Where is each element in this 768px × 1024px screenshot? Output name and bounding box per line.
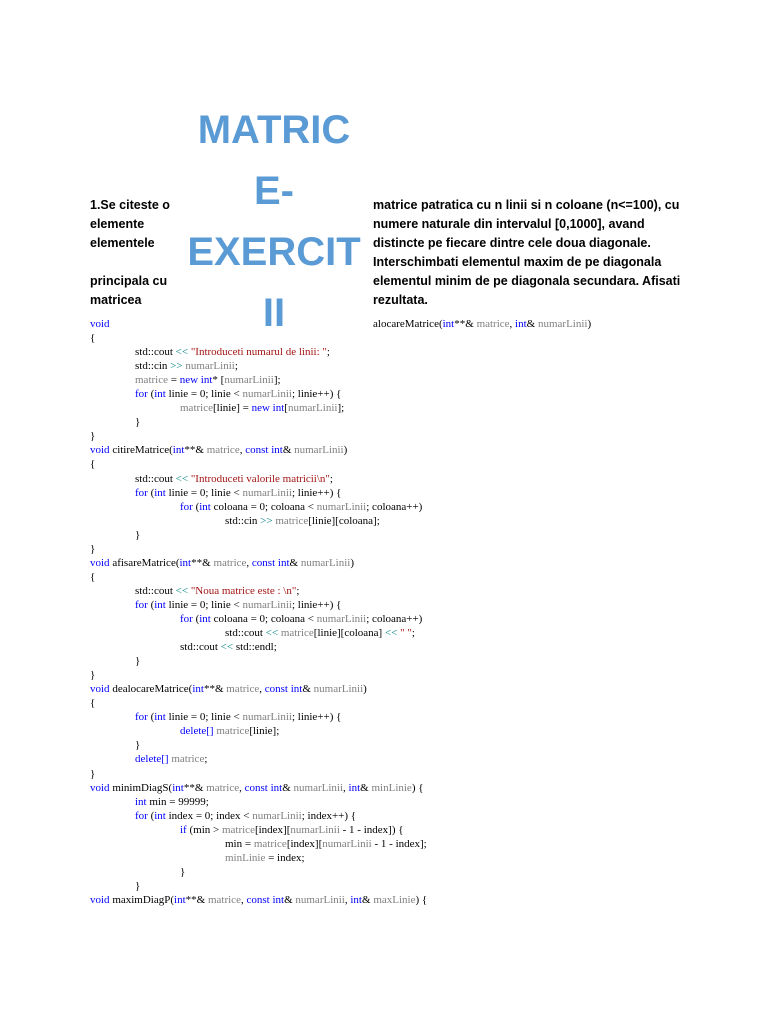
code-token: matrice	[207, 893, 241, 906]
code-line	[90, 612, 730, 626]
code-token: std::cout	[180, 641, 221, 654]
code-token: **&	[184, 444, 207, 457]
code-token: int	[348, 781, 361, 794]
code-token: * [	[212, 374, 225, 387]
code-token: int	[172, 781, 184, 794]
code-token: for	[180, 612, 193, 625]
code-token: numarLinii	[295, 893, 345, 906]
code-token: ;	[411, 627, 415, 640]
code-token: ; index++) {	[301, 809, 357, 822]
code-token: ,	[509, 318, 516, 330]
code-token: matrice	[275, 514, 309, 527]
code-token: ; linie++) {	[291, 486, 342, 499]
code-token: matrice	[135, 374, 168, 387]
code-token: int	[515, 318, 527, 330]
code-token: numarLinii	[322, 837, 372, 850]
code-line: }	[90, 767, 96, 780]
code-token: int	[199, 500, 211, 513]
code-token: **&	[191, 556, 214, 569]
code-token: ;	[204, 753, 208, 766]
code-token: int	[154, 598, 166, 611]
code-token: numarLinii	[316, 612, 367, 625]
code-line	[90, 626, 730, 640]
code-token: minLinie	[371, 781, 412, 794]
code-token: int	[442, 318, 455, 330]
code-line	[90, 682, 730, 696]
code-line	[90, 472, 730, 486]
code-token: = index;	[265, 851, 305, 864]
code-token: numarLinii	[293, 781, 344, 794]
code-token: ,	[239, 781, 245, 794]
code-token: void	[90, 556, 110, 569]
code-line: }	[90, 430, 96, 443]
code-token: for	[135, 809, 148, 822]
code-token: std::cout	[135, 472, 176, 485]
code-token: const	[245, 444, 269, 457]
code-line	[90, 401, 730, 415]
code-token: ;	[326, 346, 330, 359]
code-token: alocareMatrice(	[373, 318, 443, 330]
code-token: matrice	[216, 725, 250, 738]
code-token: ,	[343, 781, 349, 794]
code-token: ; coloana++)	[366, 500, 423, 513]
code-token: ,	[239, 444, 246, 457]
code-token: <<	[175, 346, 189, 359]
code-token: ) {	[411, 781, 424, 794]
code-token: new	[179, 374, 199, 387]
code-token: matrice	[476, 318, 510, 330]
code-token: )	[363, 683, 367, 696]
code-token: &	[362, 893, 374, 906]
code-token: minimDiagS(	[109, 781, 173, 794]
code-token: numarLinii	[300, 556, 351, 569]
code-token: int	[272, 893, 285, 906]
problem-line: rezultata.	[373, 293, 428, 307]
title-line: II	[262, 291, 286, 335]
code-token: afisareMatrice(	[109, 556, 180, 569]
code-line	[90, 598, 730, 612]
code-line	[90, 823, 730, 837]
code-token: int	[200, 374, 213, 387]
code-token: const	[264, 683, 288, 696]
code-line	[90, 514, 730, 528]
code-token: matrice	[206, 781, 240, 794]
title-line: EXERCIT	[187, 230, 361, 274]
code-token: min = 99999;	[146, 795, 209, 808]
code-token: "Introduceti valorile matricii\n"	[190, 472, 330, 485]
code-token: numarLinii	[242, 388, 292, 401]
code-token: (	[147, 809, 155, 822]
code-line	[90, 752, 730, 766]
problem-line: elemente	[90, 217, 145, 231]
code-token: [index][	[254, 823, 291, 836]
code-token: matrice	[206, 444, 240, 457]
code-token: &	[289, 556, 301, 569]
code-token: int	[290, 683, 303, 696]
code-token: >>	[260, 514, 273, 527]
code-token: ,	[259, 683, 265, 696]
title-line: MATRIC	[197, 108, 351, 152]
code-token: (	[147, 388, 155, 401]
code-token: ,	[246, 556, 252, 569]
problem-line: matricea	[90, 293, 142, 307]
code-token: &	[282, 781, 294, 794]
code-line	[90, 809, 730, 823]
code-token: )	[350, 556, 355, 569]
code-token: matrice	[180, 402, 213, 415]
code-token: numarLinii	[242, 711, 292, 724]
code-token: ,	[344, 893, 351, 906]
problem-text-right	[373, 196, 680, 310]
code-token: &	[282, 444, 295, 457]
page-title	[186, 100, 362, 344]
code-token: <<	[175, 584, 189, 597]
code-token: (	[147, 711, 155, 724]
code-token: citireMatrice(	[109, 444, 173, 457]
code-token: int	[172, 444, 185, 457]
code-token: - 1 - index];	[371, 837, 427, 850]
code-line	[90, 556, 730, 570]
problem-line: matrice patratica cu n linii si n coloane (n<=100), cu	[373, 198, 680, 212]
code-token: [linie] =	[212, 402, 252, 415]
code-token: numarLinii	[290, 823, 340, 836]
code-token: numarLinii	[313, 683, 364, 696]
code-block	[90, 317, 730, 907]
code-token: const	[244, 781, 268, 794]
code-token: )	[343, 444, 348, 457]
code-token: &	[302, 683, 314, 696]
code-token: )	[587, 318, 592, 330]
code-token: **&	[185, 893, 208, 906]
code-token: const	[251, 556, 276, 569]
code-line	[90, 851, 730, 865]
code-token: if	[180, 823, 187, 836]
code-token: <<	[384, 627, 398, 640]
title-line: E-	[254, 169, 294, 213]
problem-line	[90, 253, 170, 272]
code-token: int	[192, 683, 204, 696]
code-token: std::cout	[135, 346, 176, 359]
code-line	[90, 373, 730, 387]
code-token: ;	[234, 360, 238, 373]
code-token: [linie][coloana]	[313, 627, 385, 640]
problem-line: numere naturale din intervalul [0,1000], avand	[373, 217, 645, 231]
code-token: =	[167, 374, 180, 387]
code-token: for	[135, 598, 148, 611]
code-token: **&	[183, 781, 207, 794]
code-token: for	[135, 486, 148, 499]
code-line	[90, 724, 730, 738]
code-token: numarLinii	[537, 318, 588, 330]
code-line: {	[90, 458, 96, 471]
code-token: void	[90, 893, 110, 906]
code-token: [linie][coloana];	[308, 514, 380, 527]
code-token: ; linie++) {	[291, 388, 342, 401]
code-token: matrice	[280, 627, 314, 640]
code-token: for	[180, 500, 193, 513]
code-token: numarLinii	[242, 486, 292, 499]
code-token: &	[284, 893, 296, 906]
code-line	[90, 584, 730, 598]
problem-line: elementul minim de pe diagonala secundara. Afisati	[373, 274, 681, 288]
code-line	[90, 837, 730, 851]
code-line	[90, 795, 730, 809]
code-token: - 1 - index]) {	[339, 823, 404, 836]
code-token: maximDiagP(	[109, 893, 175, 906]
code-line: {	[90, 570, 96, 583]
code-token: (	[147, 598, 155, 611]
code-token: std::cin	[135, 360, 171, 373]
code-token: int	[277, 556, 290, 569]
code-token: void	[90, 683, 110, 696]
code-token: [index][	[286, 837, 323, 850]
problem-line: elementele	[90, 236, 155, 250]
code-line	[90, 710, 730, 724]
code-token: ,	[240, 893, 247, 906]
code-line: }	[135, 416, 141, 429]
code-token: ) {	[415, 893, 428, 906]
code-line	[90, 345, 730, 359]
code-token: std::cout	[225, 627, 266, 640]
code-token: (	[147, 486, 155, 499]
code-token: linie = 0; linie <	[165, 486, 243, 499]
problem-line: 1.Se citeste o	[90, 198, 170, 212]
code-token: int	[135, 795, 147, 808]
code-token: int	[350, 893, 362, 906]
code-line: }	[90, 542, 96, 555]
code-token: matrice	[221, 823, 255, 836]
code-token: void	[90, 444, 110, 457]
code-token: ];	[273, 374, 281, 387]
code-line: }	[180, 865, 186, 878]
code-token: numarLinii	[242, 598, 292, 611]
code-token: numarLinii	[316, 500, 367, 513]
code-token: " "	[400, 627, 412, 640]
code-token: >>	[170, 360, 183, 373]
code-token: linie = 0; linie <	[165, 388, 243, 401]
problem-line: distincte pe fiecare dintre cele doua diagonale.	[373, 236, 651, 250]
code-token: std::cout	[135, 584, 176, 597]
code-line: }	[135, 739, 141, 752]
code-token: &	[360, 781, 372, 794]
code-token: int	[272, 402, 285, 415]
code-token: delete[]	[135, 753, 169, 766]
code-line: {	[90, 697, 96, 710]
code-token: int	[154, 388, 166, 401]
code-token: "Introduceti numarul de linii: "	[190, 346, 327, 359]
code-token: for	[135, 711, 148, 724]
code-line	[90, 486, 730, 500]
code-line: }	[135, 655, 141, 668]
code-token: [	[284, 402, 288, 415]
code-token: coloana = 0; coloana <	[210, 612, 317, 625]
code-token: [linie];	[249, 725, 280, 738]
code-token: int	[154, 711, 166, 724]
code-token: ; linie++) {	[291, 598, 342, 611]
code-token: maxLinie	[373, 893, 416, 906]
code-token: matrice	[213, 556, 247, 569]
code-token: "Noua matrice este : \n"	[190, 584, 297, 597]
code-token: int	[199, 612, 211, 625]
code-token: int	[270, 781, 283, 794]
code-token: void	[90, 781, 110, 794]
code-line	[90, 500, 730, 514]
code-line	[90, 317, 730, 331]
code-line	[90, 443, 730, 457]
code-token: std::endl;	[233, 641, 277, 654]
code-token: matrice	[253, 837, 287, 850]
code-line: }	[135, 879, 141, 892]
code-token: void	[90, 318, 110, 330]
code-token: ;	[329, 472, 333, 485]
code-token: int	[271, 444, 283, 457]
code-token: int	[174, 893, 186, 906]
code-line: {	[90, 332, 96, 345]
code-line	[90, 640, 730, 654]
code-token: index = 0; index <	[165, 809, 253, 822]
code-token: <<	[175, 472, 189, 485]
code-token: (min >	[186, 823, 222, 836]
code-line	[90, 893, 730, 907]
code-token: linie = 0; linie <	[165, 711, 243, 724]
code-token: min =	[225, 837, 254, 850]
code-token: int	[154, 809, 166, 822]
code-token: &	[526, 318, 538, 330]
code-token: numarLinii	[224, 374, 274, 387]
code-line	[90, 359, 730, 373]
problem-line: principala cu	[90, 274, 168, 288]
code-token: std::cin	[225, 514, 261, 527]
code-token: <<	[220, 641, 234, 654]
code-token: matrice	[171, 753, 205, 766]
code-line: }	[135, 528, 141, 541]
code-token: numarLinii	[252, 809, 302, 822]
code-token: ;	[296, 584, 300, 597]
code-token: dealocareMatrice(	[109, 683, 193, 696]
code-token: **&	[454, 318, 477, 330]
code-token: int	[179, 556, 192, 569]
code-token: **&	[203, 683, 227, 696]
code-token: numarLinii	[294, 444, 344, 457]
code-token: minLinie	[225, 851, 266, 864]
code-token: linie = 0; linie <	[165, 598, 243, 611]
code-token: (	[192, 612, 200, 625]
code-line	[90, 387, 730, 401]
code-token: ; linie++) {	[291, 711, 342, 724]
code-line: }	[90, 669, 96, 682]
problem-text-left	[90, 196, 170, 310]
code-token: ];	[337, 402, 345, 415]
code-token: matrice	[226, 683, 260, 696]
code-token: coloana = 0; coloana <	[210, 500, 317, 513]
code-line	[90, 781, 730, 795]
code-token: delete[]	[180, 725, 214, 738]
code-token: numarLinii	[185, 360, 235, 373]
code-token: new	[251, 402, 270, 415]
code-token: int	[154, 486, 166, 499]
code-token: (	[192, 500, 200, 513]
code-token: numarLinii	[287, 402, 338, 415]
problem-line: Interschimbati elementul maxim de pe diagonala	[373, 255, 662, 269]
code-token: const	[246, 893, 270, 906]
code-token: ; coloana++)	[366, 612, 423, 625]
code-token: <<	[265, 627, 279, 640]
code-token: for	[135, 388, 148, 401]
